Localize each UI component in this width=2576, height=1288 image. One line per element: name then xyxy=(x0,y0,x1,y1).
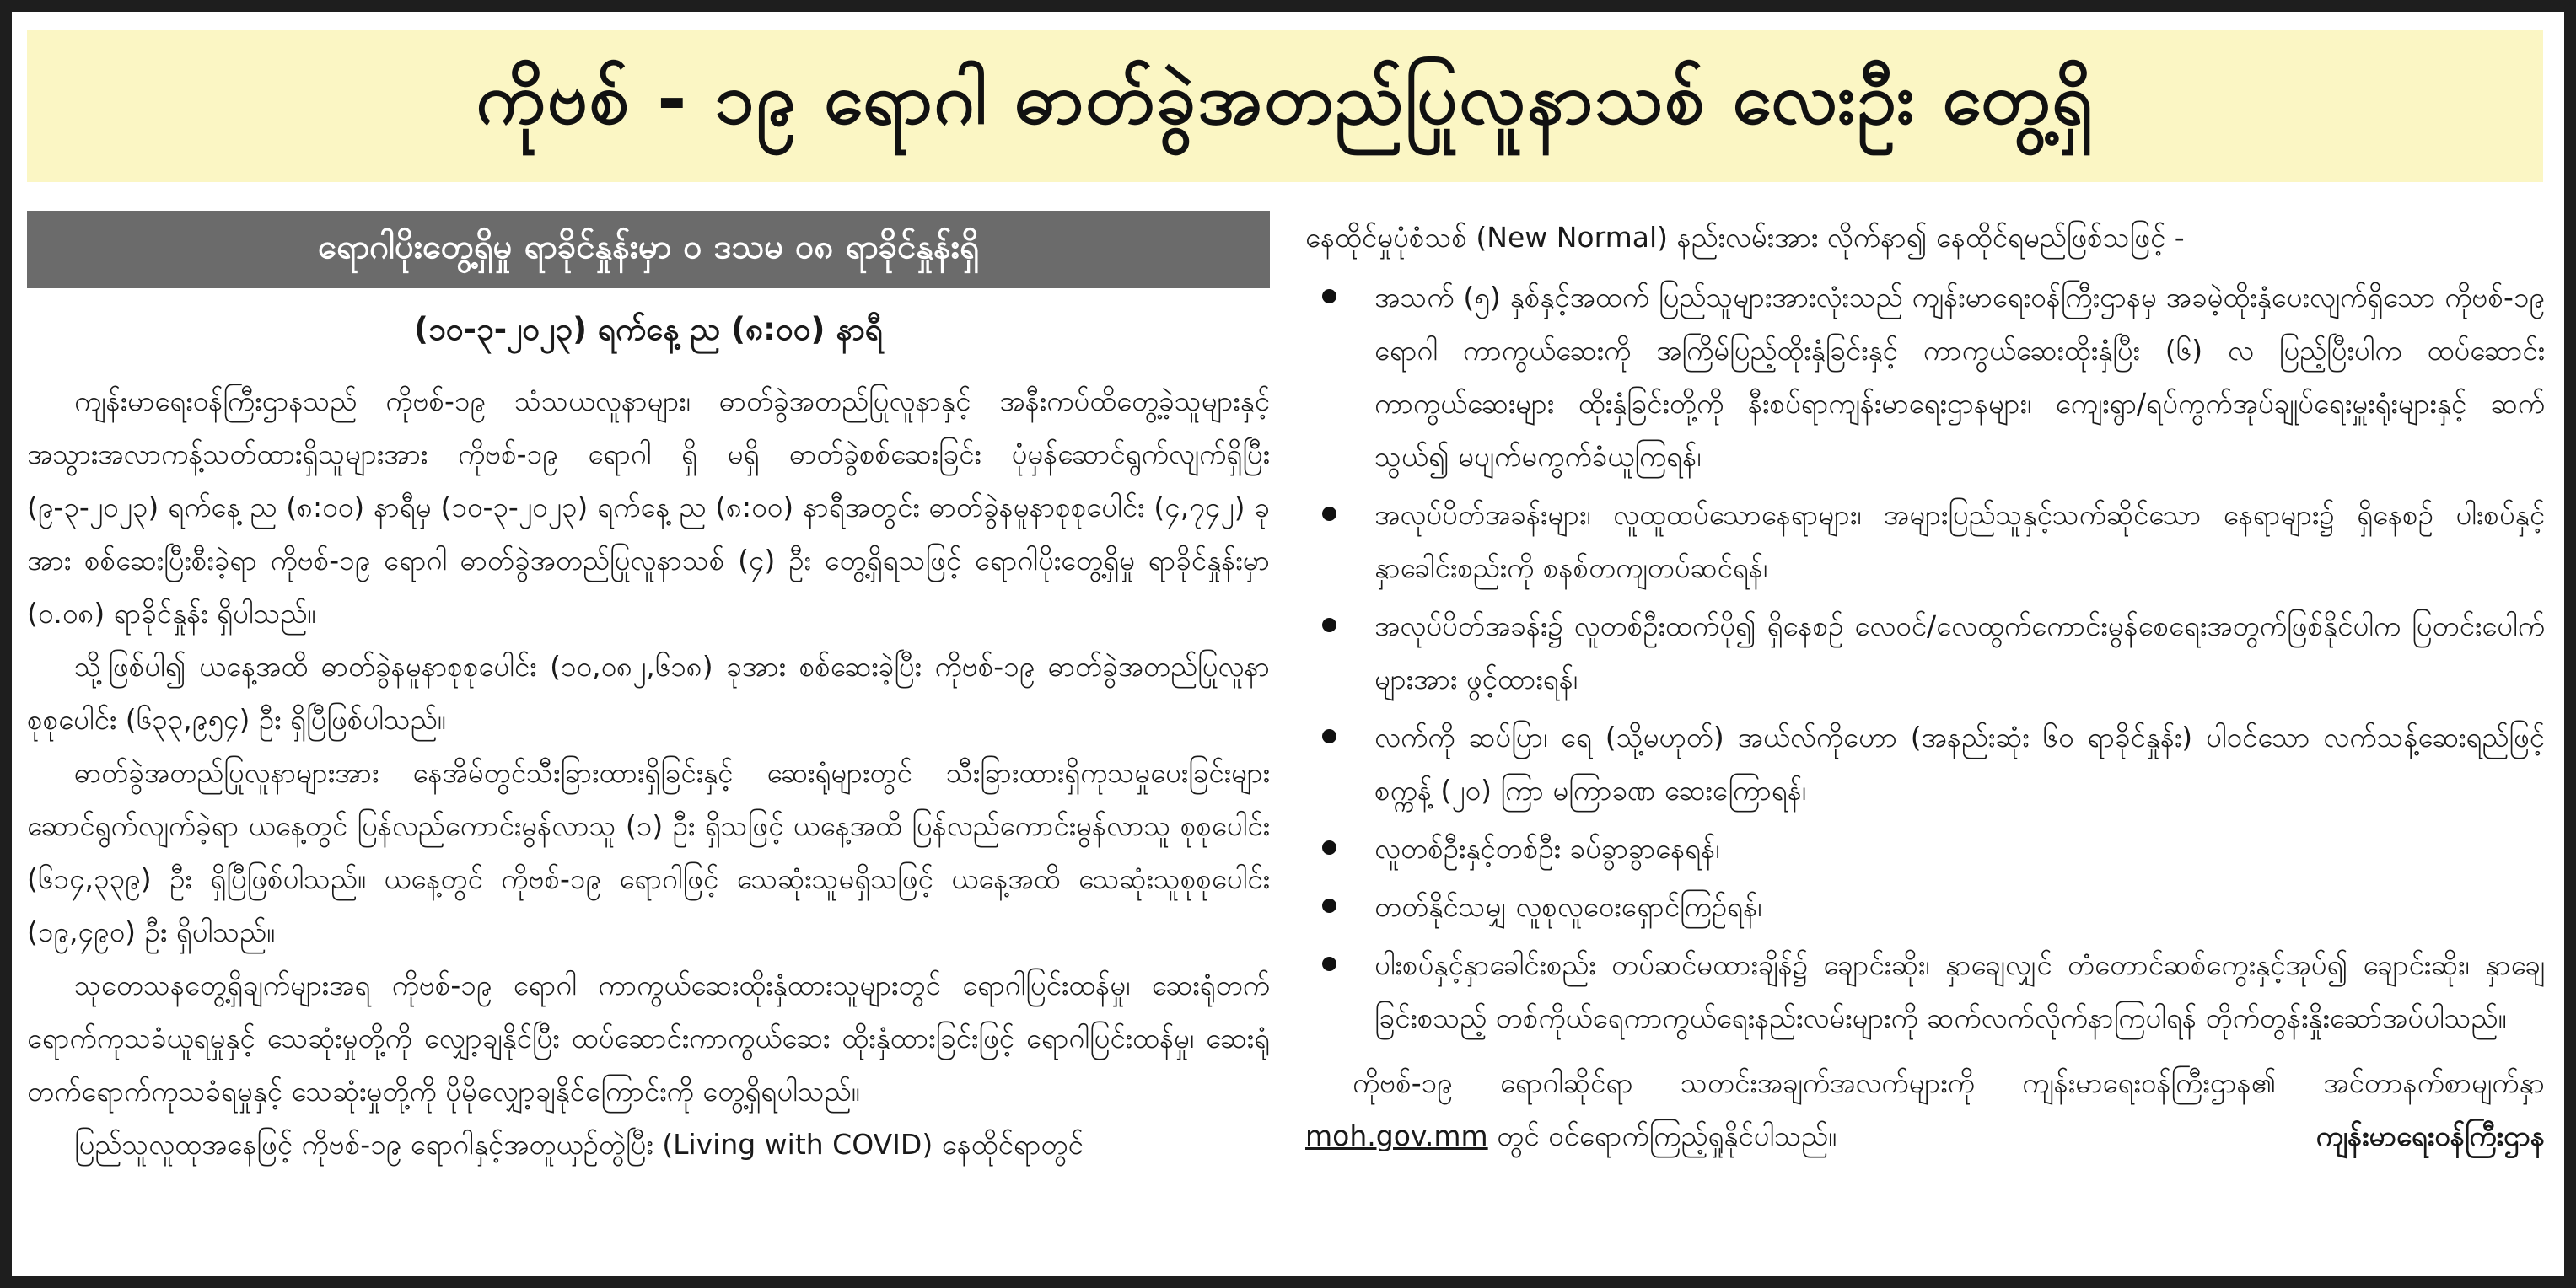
vaccine-research-paragraph: သုတေသနတွေ့ရှိချက်များအရ ကိုဗစ်-၁၉ ရောဂါ ကာကွယ်ဆေးထိုးနှံထားသူများတွင် ရောဂါပြင်းထန်မှု၊ ဆေးရုံတက်ရောက်ကုသခံယူရမှုနှင့် သေဆုံးမှုတို့ကို လျှော့ချနိုင်ပြီး ထပ်ဆောင်းကာကွယ်ဆေး ထိုးနှံထားခြင်းဖြင့် ရောဂါပြင်းထန်မှု၊ ဆေးရုံတက်ရောက်ကုသခံရမှုနှင့် သေဆုံးမှုတို့ကို ပိုမိုလျှော့ချနိုင်ကြောင်းကို တွေ့ရှိရပါသည်။ xyxy=(27,969,1270,1108)
list-item xyxy=(1305,599,2545,706)
list-item xyxy=(1305,711,2545,817)
measure-text: လူတစ်ဦးနှင့်တစ်ဦး ခပ်ခွာခွာနေရန်၊ xyxy=(1374,832,1720,865)
page-title: ကိုဗစ် - ၁၉ ရောဂါ ဓာတ်ခွဲအတည်ပြုလူနာသစ် လေးဦး တွေ့ရှိ xyxy=(476,57,2095,140)
living-with-covid-paragraph: ပြည်သူလူထုအနေဖြင့် ကိုဗစ်-၁၉ ရောဂါနှင့်အတူယှဉ်တွဲပြီး (Living with COVID) နေထိုင်ရာတွင် xyxy=(74,1128,1084,1161)
report-date: (၁၀-၃-၂၀၂၃) ရက်နေ့ ည (၈:၀၀) နာရီ xyxy=(414,311,883,347)
measure-text: အလုပ်ပိတ်အခန်း၌ လူတစ်ဦးထက်ပို၍ ရှိနေစဉ် လေဝင်/လေထွက်ကောင်းမွန်စေရေးအတွက်ဖြစ်နိုင်ပါက ပြတင်းပေါက်များအား ဖွင့်ထားရန်၊ xyxy=(1374,609,2545,695)
bullet-icon xyxy=(1322,289,1336,303)
bullet-icon xyxy=(1322,840,1336,855)
measure-text: အလုပ်ပိတ်အခန်းများ၊ လူထူထပ်သောနေရာများ၊ အများပြည်သူနှင့်သက်ဆိုင်သော နေရာများ၌ ရှိနေစဉ် ပါးစပ်နှင့်နှာခေါင်းစည်းကို စနစ်တကျတပ်ဆင်ရန်၊ xyxy=(1374,498,2545,584)
closing-text-end: တွင် ဝင်ရောက်ကြည့်ရှုနိုင်ပါသည်။ xyxy=(1487,1119,1837,1152)
list-item xyxy=(1305,938,2545,1044)
list-item xyxy=(1305,822,2545,875)
bullet-icon xyxy=(1322,957,1336,971)
ministry-website-link[interactable]: moh.gov.mm xyxy=(1305,1119,1488,1152)
list-item xyxy=(1305,880,2545,933)
closing-paragraph xyxy=(1305,1056,2545,1162)
bullet-icon xyxy=(1322,618,1336,632)
recovery-deaths-paragraph: ဓာတ်ခွဲအတည်ပြုလူနာများအား နေအိမ်တွင်သီးခြားထားရှိခြင်းနှင့် ဆေးရုံများတွင် သီးခြားထားရှိကုသမှုပေးခြင်းများ ဆောင်ရွက်လျက်ခဲ့ရာ ယနေ့တွင် ပြန်လည်ကောင်းမွန်လာသူ (၁) ဦး ရှိသဖြင့် ယနေ့အထိ ပြန်လည်ကောင်းမွန်လာသူ စုစုပေါင်း (၆၁၄,၃၃၉) ဦး ရှိပြီဖြစ်ပါသည်။ ယနေ့တွင် ကိုဗစ်-၁၉ ရောဂါဖြင့် သေဆုံးသူမရှိသဖြင့် ယနေ့အထိ သေဆုံးသူစုစုပေါင်း (၁၉,၄၉၀) ဦး ရှိပါသည်။ xyxy=(27,756,1270,948)
prevention-measures-list xyxy=(1305,271,2545,1044)
left-column xyxy=(27,211,1270,1264)
list-item xyxy=(1305,488,2545,594)
measure-text: တတ်နိုင်သမျှ လူစုလူဝေးရှောင်ကြဉ်ရန်၊ xyxy=(1374,890,1762,923)
new-normal-intro: နေထိုင်မှုပုံစံသစ် (New Normal) နည်းလမ်းအား လိုက်နာ၍ နေထိုင်ရမည်ဖြစ်သဖြင့် - xyxy=(1305,221,2185,254)
bullet-icon xyxy=(1322,899,1336,913)
title-banner xyxy=(27,30,2543,182)
ministry-signature: ကျန်းမာရေးဝန်ကြီးဌာန xyxy=(2315,1119,2545,1152)
closing-text: ကိုဗစ်-၁၉ ရောဂါဆိုင်ရာ သတင်းအချက်အလက်များကို ကျန်းမာရေးဝန်ကြီးဌာန၏ အင်တာနက်စာမျက်နှာ xyxy=(1353,1066,2545,1099)
testing-paragraph: ကျန်းမာရေးဝန်ကြီးဌာနသည် ကိုဗစ်-၁၉ သံသယလူနာများ၊ ဓာတ်ခွဲအတည်ပြုလူနာနှင့် အနီးကပ်ထိတွေ့ခဲ့သူများနှင့် အသွားအလာကန့်သတ်ထားရှိသူများအား ကိုဗစ်-၁၉ ရောဂါ ရှိ မရှိ ဓာတ်ခွဲစစ်ဆေးခြင်း ပုံမှန်ဆောင်ရွက်လျက်ရှိပြီး (၉-၃-၂၀၂၃) ရက်နေ့ ည (၈:၀၀) နာရီမှ (၁၀-၃-၂၀၂၃) ရက်နေ့ ည (၈:၀၀) နာရီအတွင်း ဓာတ်ခွဲနမူနာစုစုပေါင်း (၄,၇၄၂) ခုအား စစ်ဆေးပြီးစီးခဲ့ရာ ကိုဗစ်-၁၉ ရောဂါ ဓာတ်ခွဲအတည်ပြုလူနာသစ် (၄) ဦး တွေ့ရှိရသဖြင့် ရောဂါပိုးတွေ့ရှိမှု ရာခိုင်နှုန်းမှာ (၀.၀၈) ရာခိုင်နှုန်း ရှိပါသည်။ xyxy=(27,384,1270,630)
measure-text: လက်ကို ဆပ်ပြာ၊ ရေ (သို့မဟုတ်) အယ်လ်ကိုဟော (အနည်းဆုံး ၆၀ ရာခိုင်နှုန်း) ပါဝင်သော လက်သန့်ဆေးရည်ဖြင့် စက္ကန့် (၂၀) ကြာ မကြာခဏ ဆေးကြောရန်၊ xyxy=(1374,721,2545,807)
bullet-icon xyxy=(1322,507,1336,521)
right-column xyxy=(1305,211,2545,1264)
measure-text: ပါးစပ်နှင့်နှာခေါင်းစည်း တပ်ဆင်မထားချိန်၌ ချောင်းဆိုး၊ နှာချေလျှင် တံတောင်ဆစ်ကွေးနှင့်အုပ်၍ ချောင်းဆိုး၊ နှာချေခြင်းစသည့် တစ်ကိုယ်ရေကာကွယ်ရေးနည်းလမ်းများကို ဆက်လက်လိုက်နာကြပါရန် တိုက်တွန်းနှိုးဆော်အပ်ပါသည်။ xyxy=(1374,948,2545,1034)
bullet-icon xyxy=(1322,729,1336,743)
measure-text: အသက် (၅) နှစ်နှင့်အထက် ပြည်သူများအားလုံးသည် ကျန်းမာရေးဝန်ကြီးဌာနမှ အခမဲ့ထိုးနှံပေးလျက်ရှိသော ကိုဗစ်-၁၉ ရောဂါ ကာကွယ်ဆေးကို အကြိမ်ပြည့်ထိုးနှံခြင်းနှင့် ကာကွယ်ဆေးထိုးနှံပြီး (၆) လ ပြည့်ပြီးပါက ထပ်ဆောင်းကာကွယ်ဆေးများ ထိုးနှံခြင်းတို့ကို နီးစပ်ရာကျန်းမာရေးဌာနများ၊ ကျေးရွာ/ရပ်ကွက်အုပ်ချုပ်ရေးမှူးရုံးများနှင့် ဆက်သွယ်၍ မပျက်မကွက်ခံယူကြရန်၊ xyxy=(1374,281,2545,473)
list-item xyxy=(1305,271,2545,483)
positivity-rate-banner: ရောဂါပိုးတွေ့ရှိမှု ရာခိုင်နှုန်းမှာ ၀ ဒသမ ၀၈ ရာခိုင်နှုန်းရှိ xyxy=(27,211,1270,288)
cumulative-cases-paragraph: သို့ဖြစ်ပါ၍ ယနေ့အထိ ဓာတ်ခွဲနမူနာစုစုပေါင်း (၁၀,၀၈၂,၆၁၈) ခုအား စစ်ဆေးခဲ့ပြီး ကိုဗစ်-၁၉ ဓာတ်ခွဲအတည်ပြုလူနာ စုစုပေါင်း (၆၃၃,၉၅၄) ဦး ရှိပြီဖြစ်ပါသည်။ xyxy=(27,650,1270,736)
